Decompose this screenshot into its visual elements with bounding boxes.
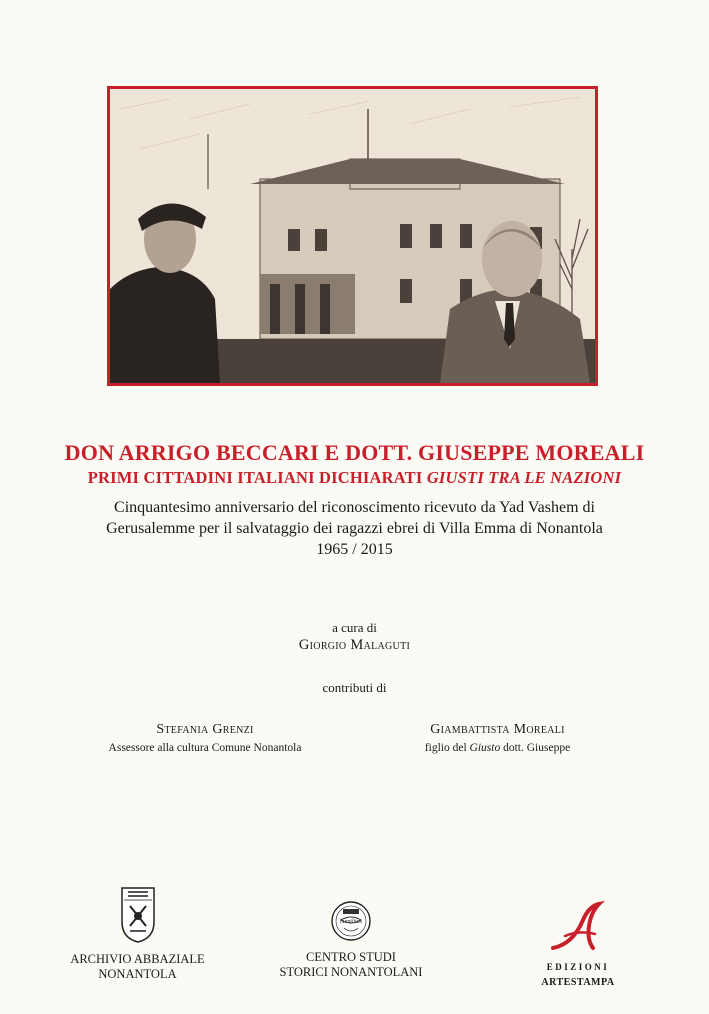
secondary-title-regular: PRIMI CITTADINI ITALIANI DICHIARATI: [87, 468, 427, 487]
secondary-title: [0, 468, 709, 488]
footer-archivio: [60, 886, 215, 982]
footer-left-line-2: NONANTOLA: [98, 967, 177, 981]
artestampa-a-icon: [543, 900, 613, 952]
publisher-subname: ARTESTAMPA: [541, 977, 615, 988]
contributors-label: contributi di: [322, 680, 387, 695]
contributor-right-role-before: figlio del: [424, 742, 470, 754]
contributor-left: [90, 722, 320, 754]
footer-artestampa: [518, 900, 638, 990]
footer-middle-line-1: CENTRO STUDI: [306, 950, 396, 964]
contributor-right-role: [395, 742, 600, 754]
contributor-left-role: Assessore alla cultura Comune Nonantola: [108, 742, 302, 754]
footer-left-line-1: ARCHIVIO ABBAZIALE: [70, 952, 205, 966]
footer-centro-studi: [266, 900, 436, 980]
curator-label: a cura di: [332, 620, 377, 635]
contributor-left-name: Stefania Grenzi: [156, 722, 254, 737]
subtitle-line-1: Cinquantesimo anniversario del riconoscimento ricevuto da Yad Vashem di: [114, 499, 595, 516]
secondary-title-italic: GIUSTI TRA LE NAZIONI: [426, 468, 622, 487]
archive-shield-icon: [120, 886, 156, 944]
contributor-right-name: Giambattista Moreali: [430, 722, 565, 737]
subtitle-years: 1965 / 2015: [316, 541, 393, 558]
footer-middle-line-2: STORICI NONANTOLANI: [279, 965, 423, 979]
contributor-right-role-after: dott. Giuseppe: [500, 742, 571, 754]
svg-text:humilitas: humilitas: [339, 919, 363, 925]
contributor-right: [395, 722, 600, 754]
humilitas-seal-icon: [330, 900, 372, 942]
main-title: DON ARRIGO BECCARI E DOTT. GIUSEPPE MOREALI: [64, 440, 645, 465]
contributor-right-role-italic: Giusto: [469, 742, 501, 754]
publisher-name: EDIZIONI: [546, 962, 610, 972]
subtitle-line-2: Gerusalemme per il salvataggio dei ragazzi ebrei di Villa Emma di Nonantola: [106, 520, 603, 537]
cover-photo: [107, 86, 598, 386]
villa-photo-illustration: [110, 89, 595, 383]
curator-name: Giorgio Malaguti: [298, 637, 411, 653]
subtitle: [40, 497, 669, 560]
